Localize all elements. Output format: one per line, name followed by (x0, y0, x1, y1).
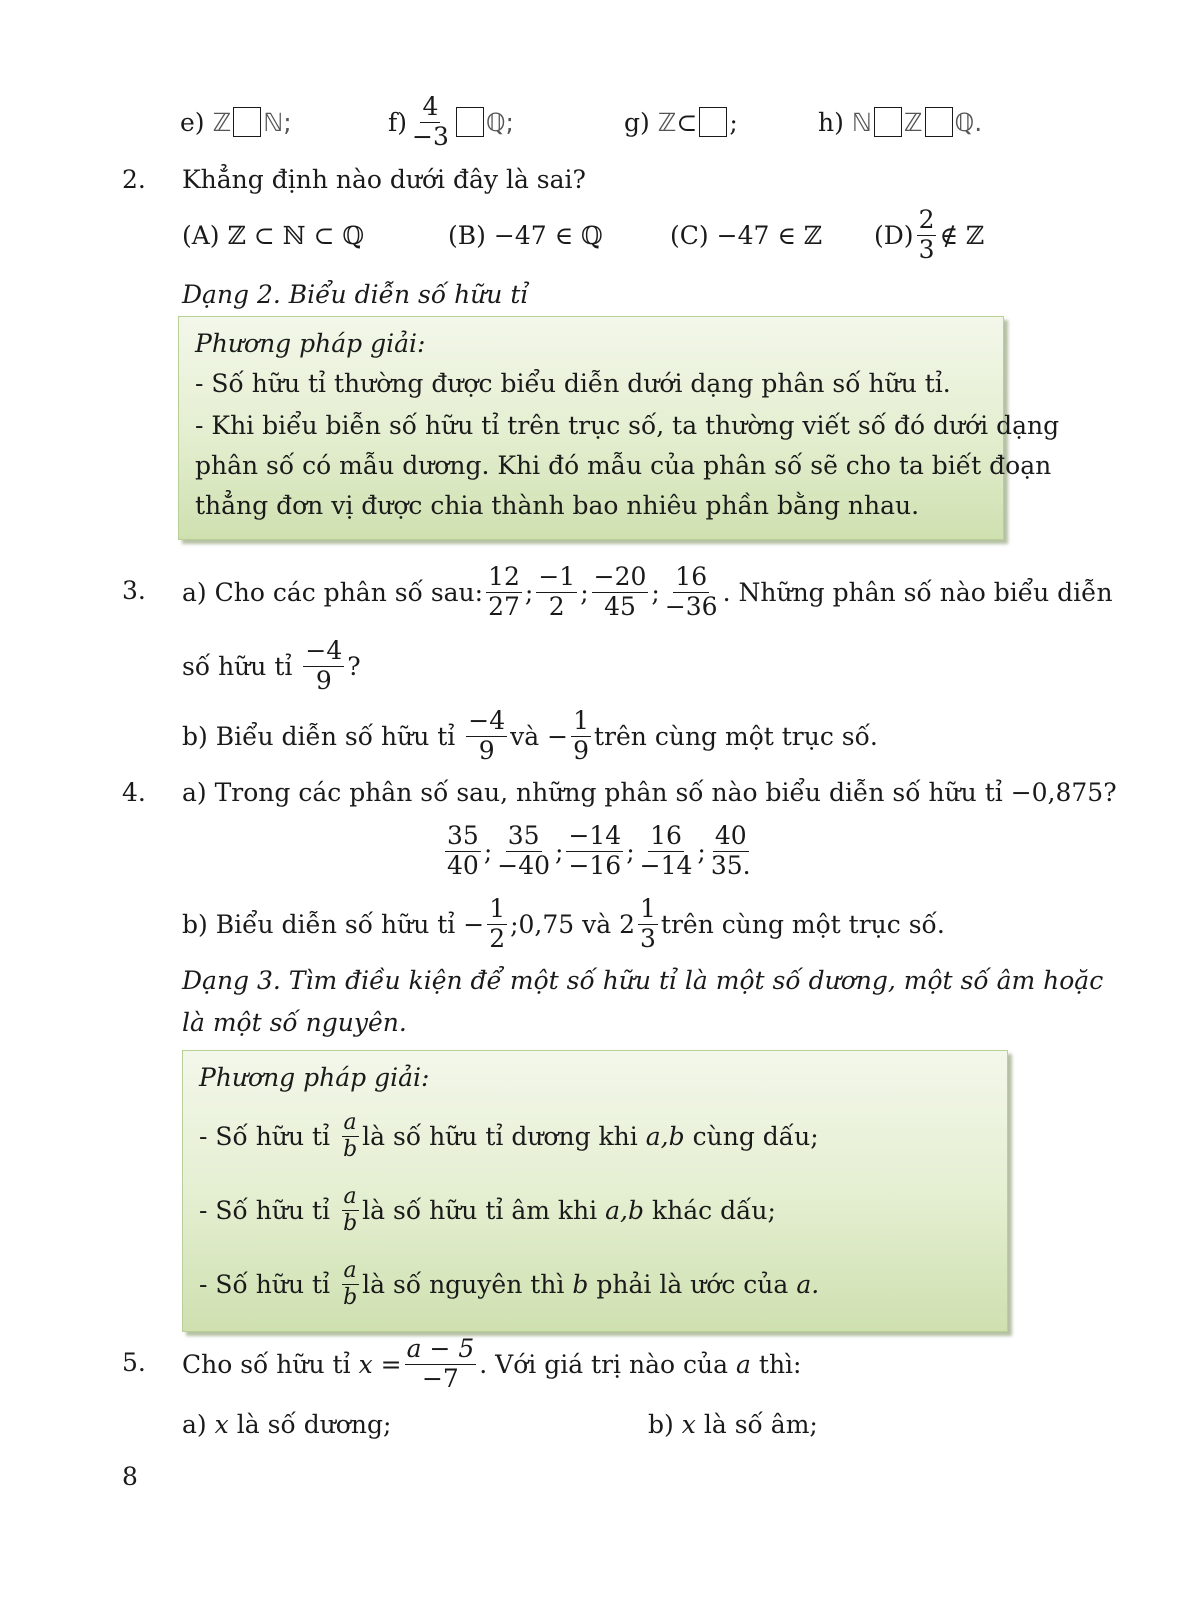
q3-number: 3. (122, 576, 146, 605)
answer-box[interactable] (699, 107, 727, 137)
q2-option-b: (B) −47 ∈ ℚ (448, 220, 603, 250)
method-line: - Khi biểu biễn số hữu tỉ trên trục số, ta thường viết số đó dưới dạng (195, 411, 1060, 440)
answer-box[interactable] (874, 107, 902, 137)
q2-text: Khẳng định nào dưới đây là sai? (182, 165, 586, 194)
method-line: thẳng đơn vị được chia thành bao nhiêu phần bằng nhau. (195, 491, 920, 520)
q1-part-f: f) $\frac{4}{-3}$ ℚ; (388, 92, 514, 151)
dang3-heading-line1: Dạng 3. Tìm điều kiện để một số hữu tỉ là một số dương, một số âm hoặc (182, 966, 1104, 995)
q2-option-c: (C) −47 ∈ ℤ (670, 220, 823, 250)
answer-box[interactable] (456, 107, 484, 137)
method-title: Phương pháp giải: (195, 329, 426, 358)
fraction: $\frac{35}{-40}$ (497, 821, 551, 880)
q5-text: Cho số hữu tỉ x = $\frac{a - 5}{-7}$ . Với giá trị nào của a thì: (182, 1334, 802, 1393)
q2-number: 2. (122, 165, 146, 194)
method-line: - Số hữu tỉ thường được biểu diễn dưới dạng phân số hữu tỉ. (195, 369, 951, 398)
fraction: $\frac{1}{9}$ (573, 706, 589, 765)
dang2-method-box (178, 316, 1060, 540)
fraction: $\frac{a}{b}$ (343, 1110, 358, 1162)
fraction: $\frac{1}{3}$ (640, 894, 656, 953)
method-line: phân số có mẫu dương. Khi đó mẫu của phân số sẽ cho ta biết đoạn (195, 451, 1052, 480)
page-number: 8 (122, 1462, 138, 1491)
fraction: $\frac{-4}{9}$ (305, 636, 343, 695)
method-item: - Số hữu tỉ $\frac{a}{b}$ là số hữu tỉ âm khi a,b khác dấu; (199, 1184, 776, 1236)
q4-fraction-list: $\frac{35}{40}$ ; $\frac{35}{-40}$ ; $\frac{-14}{-16}$ ; $\frac{16}{-14}$ ; $\frac{40}{35.}$ (447, 821, 751, 880)
q4-number: 4. (122, 778, 146, 807)
q3-part-b: b) Biểu diễn số hữu tỉ $\frac{-4}{9}$ và − $\frac{1}{9}$ trên cùng một trục số. (182, 706, 878, 765)
method-item: - Số hữu tỉ $\frac{a}{b}$ là số nguyên thì b phải là ước của a. (199, 1258, 820, 1310)
q1-part-e: e) ℤ ℕ; (180, 107, 292, 137)
q4-part-b: b) Biểu diễn số hữu tỉ − $\frac{1}{2}$ ;0,75 và 2 $\frac{1}{3}$ trên cùng một trục số. (182, 894, 945, 953)
fraction: $\frac{-4}{9}$ (468, 706, 506, 765)
dang2-heading: Dạng 2. Biểu diễn số hữu tỉ (182, 280, 529, 309)
fraction: $\frac{12}{27}$ (488, 562, 520, 621)
fraction: $\frac{40}{35.}$ (710, 821, 751, 880)
fraction: $\frac{-14}{-16}$ (568, 821, 622, 880)
dang3-heading-line2: là một số nguyên. (182, 1008, 407, 1037)
method-item: - Số hữu tỉ $\frac{a}{b}$ là số hữu tỉ dương khi a,b cùng dấu; (199, 1110, 819, 1162)
fraction: $\frac{a}{b}$ (343, 1184, 358, 1236)
fraction: $\frac{4}{-3}$ (412, 92, 449, 151)
dang3-method-box (182, 1050, 1008, 1332)
fraction: $\frac{-1}{2}$ (538, 562, 576, 621)
q2-option-d: (D) $\frac{2}{3}$ ∉ ℤ (874, 205, 985, 264)
q1-part-g: g) ℤ ⊂ ; (624, 107, 738, 137)
fraction: $\frac{1}{2}$ (489, 894, 506, 953)
q4-part-a: a) Trong các phân số sau, những phân số nào biểu diễn số hữu tỉ −0,875? (182, 778, 1117, 807)
method-title: Phương pháp giải: (199, 1063, 430, 1092)
q5-number: 5. (122, 1348, 146, 1377)
answer-box[interactable] (925, 107, 953, 137)
fraction: $\frac{2}{3}$ (918, 205, 935, 264)
answer-box[interactable] (233, 107, 261, 137)
fraction: $\frac{35}{40}$ (447, 821, 479, 880)
fraction: $\frac{-20}{45}$ (593, 562, 647, 621)
fraction: $\frac{a}{b}$ (343, 1258, 358, 1310)
q3-part-a-line2: số hữu tỉ $\frac{-4}{9}$ ? (182, 636, 361, 695)
fraction: $\frac{a - 5}{-7}$ (406, 1334, 475, 1393)
q5-part-a: a) x là số dương; (182, 1409, 392, 1439)
q5-part-b: b) x là số âm; (648, 1409, 818, 1439)
fraction: $\frac{16}{-14}$ (639, 821, 693, 880)
q3-part-a: a) Cho các phân số sau: $\frac{12}{27}$ ; $\frac{-1}{2}$ ; $\frac{-20}{45}$ ; $\frac{16}{-36}$ . Những phân số nào biểu diễn (182, 562, 1113, 621)
q2-option-a: (A) ℤ ⊂ ℕ ⊂ ℚ (182, 220, 365, 250)
fraction: $\frac{16}{-36}$ (664, 562, 718, 621)
q1-part-h: h) ℕ ℤ ℚ. (818, 107, 983, 137)
